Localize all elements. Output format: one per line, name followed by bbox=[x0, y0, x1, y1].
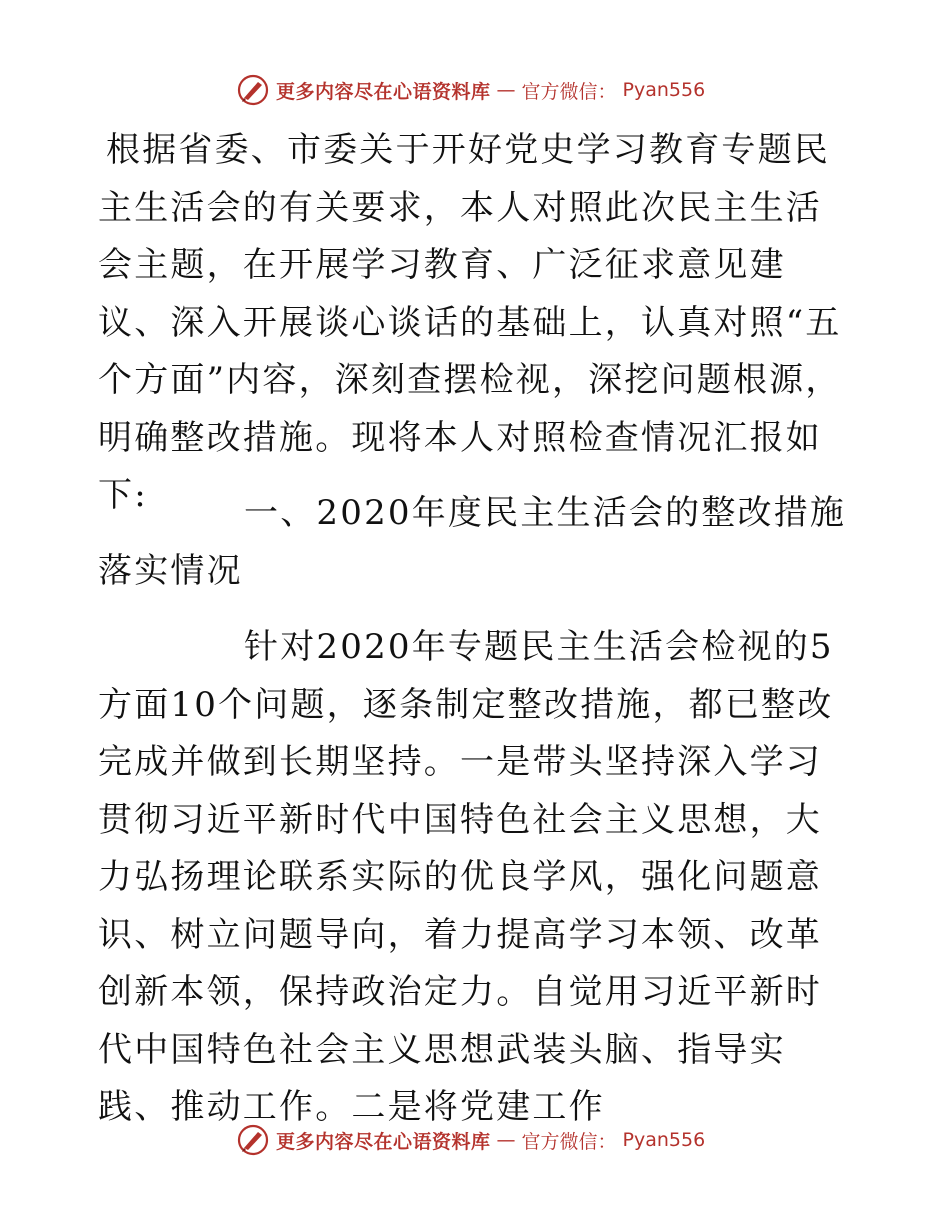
watermark-main-text: 更多内容尽在心语资料库 bbox=[276, 80, 491, 103]
watermark-wechat-id: Pyan556 bbox=[622, 1129, 706, 1151]
section-heading: 一、2020年度民主生活会的整改措施落实情况 bbox=[98, 493, 847, 591]
watermark-main-text: 更多内容尽在心语资料库 bbox=[276, 1130, 491, 1153]
watermark-separator: — bbox=[496, 79, 516, 101]
watermark-separator: — bbox=[496, 1129, 516, 1151]
quill-logo-icon bbox=[236, 73, 270, 107]
paragraph-intro: 根据省委、市委关于开好党史学习教育专题民主生活会的有关要求，本人对照此次民主生活会主题，在开展学习教育、广泛征求意见建议、深入开展谈心谈话的基础上，认真对照“五个方面”内容，深刻查摆检视，深挖问题根源，明确整改措施。现将本人对照检查情况汇报如下: bbox=[98, 130, 842, 515]
footer-watermark bbox=[236, 1120, 705, 1160]
quill-logo-icon bbox=[236, 1123, 270, 1157]
watermark-wechat-label: 官方微信： bbox=[521, 1130, 617, 1153]
header-watermark bbox=[236, 70, 705, 110]
watermark-wechat-label: 官方微信： bbox=[521, 80, 617, 103]
paragraph-body: 针对2020年专题民主生活会检视的5方面10个问题，逐条制定整改措施，都已整改完成并做到长期坚持。一是带头坚持深入学习贯彻习近平新时代中国特色社会主义思想，大力弘扬理论联系实际的优良学风，强化问题意识、树立问题导向，着力提高学习本领、改革创新本领，保持政治定力。自觉用习近平新时代中国特色社会主义思想武装头脑、指导实践、推动工作。二是将党建工作 bbox=[98, 627, 834, 1127]
watermark-wechat-id: Pyan556 bbox=[622, 79, 706, 101]
